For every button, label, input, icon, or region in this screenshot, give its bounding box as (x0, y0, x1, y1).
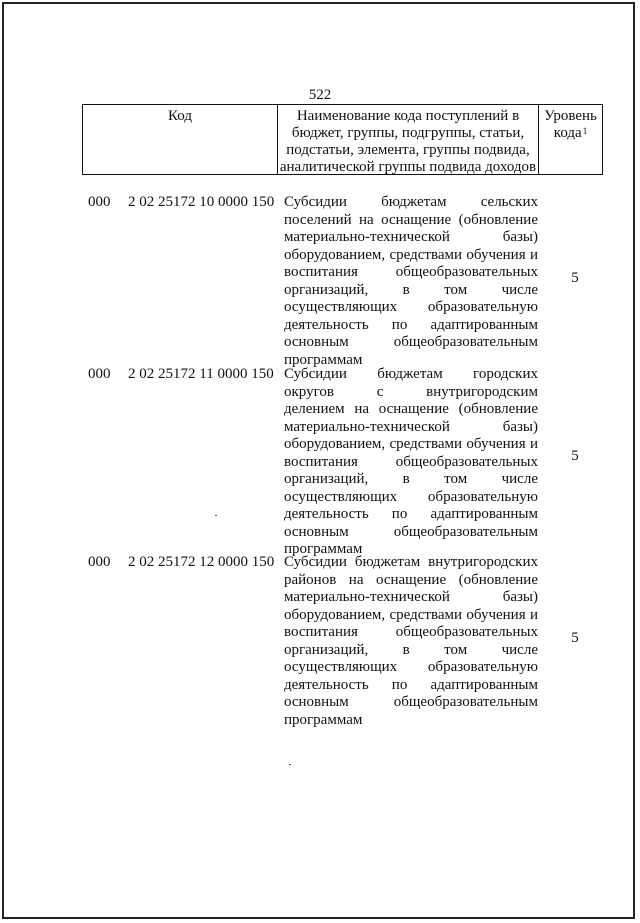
name-line: деятельность по адаптированным (284, 316, 538, 333)
name-line: оборудованием, средствами обучения и (284, 246, 538, 263)
revenue-code: 2 02 25172 12 0000 150 (128, 554, 275, 570)
level-value: 5 (571, 270, 579, 286)
name-line: Субсидии бюджетам внутригородских (284, 554, 538, 570)
header-level-line (539, 125, 602, 142)
header-level-line: Уровень (544, 108, 597, 124)
name-line: организаций, в том числе (284, 281, 538, 298)
name-line: материально-технической базы) (284, 418, 538, 435)
header-level-code: кода (553, 125, 582, 141)
name-line: воспитания общеобразовательных (284, 264, 538, 280)
name-line: воспитания общеобразовательных (284, 624, 538, 640)
header-name (278, 105, 539, 174)
name-line: организаций, в том числе (284, 471, 538, 487)
name-line: основным общеобразовательным (284, 694, 538, 710)
name-line: делением на оснащение (обновление (284, 401, 538, 417)
name-line: округов с внутригородским (284, 383, 538, 400)
header-name-line: бюджет, группы, подгруппы, статьи, (291, 125, 525, 141)
admin-code: 000 (88, 366, 111, 382)
name-line: программам (284, 711, 363, 728)
admin-code: 000 (88, 194, 111, 210)
revenue-name (284, 366, 538, 559)
name-line: материально-технической базы) (284, 589, 538, 605)
footnote-marker: 1 (582, 126, 588, 136)
name-line: организаций, в том числе (284, 641, 538, 658)
scan-speck (215, 515, 217, 516)
revenue-code: 2 02 25172 10 0000 150 (128, 194, 275, 210)
header-code: Код (83, 105, 278, 174)
admin-code: 000 (88, 554, 111, 570)
scan-speck (289, 764, 291, 765)
revenue-name (284, 554, 538, 729)
name-line: поселений на оснащение (обновление (284, 211, 538, 228)
header-level (539, 105, 602, 174)
name-line: деятельность по адаптированным (284, 676, 538, 693)
name-line: районов на оснащение (обновление (284, 571, 538, 588)
revenue-name (284, 194, 538, 369)
name-line: воспитания общеобразовательных (284, 453, 538, 470)
header-name-line: Наименование кода поступлений в (296, 108, 520, 124)
name-line: программам (284, 541, 363, 557)
name-line: осуществляющих образовательную (284, 488, 538, 505)
level-value: 5 (571, 448, 579, 464)
name-line: Субсидии бюджетам сельских (284, 194, 538, 210)
name-line: осуществляющих образовательную (284, 659, 538, 675)
name-line: оборудованием, средствами обучения и (284, 436, 538, 452)
page-number: 522 (308, 87, 332, 103)
name-line: материально-технической базы) (284, 229, 538, 245)
name-line: программам (284, 351, 363, 368)
name-line: Субсидии бюджетам городских (284, 366, 538, 382)
table-header (82, 104, 603, 175)
level-value: 5 (571, 630, 579, 646)
name-line: основным общеобразовательным (284, 523, 538, 540)
revenue-code: 2 02 25172 11 0000 150 (128, 366, 274, 382)
name-line: осуществляющих образовательную (284, 299, 538, 315)
header-name-line: аналитической группы подвида доходов (279, 159, 537, 175)
header-name-line: подстатьи, элемента, группы подвида, (286, 142, 530, 158)
name-line: основным общеобразовательным (284, 334, 538, 350)
name-line: оборудованием, средствами обучения и (284, 606, 538, 623)
name-line: деятельность по адаптированным (284, 506, 538, 522)
